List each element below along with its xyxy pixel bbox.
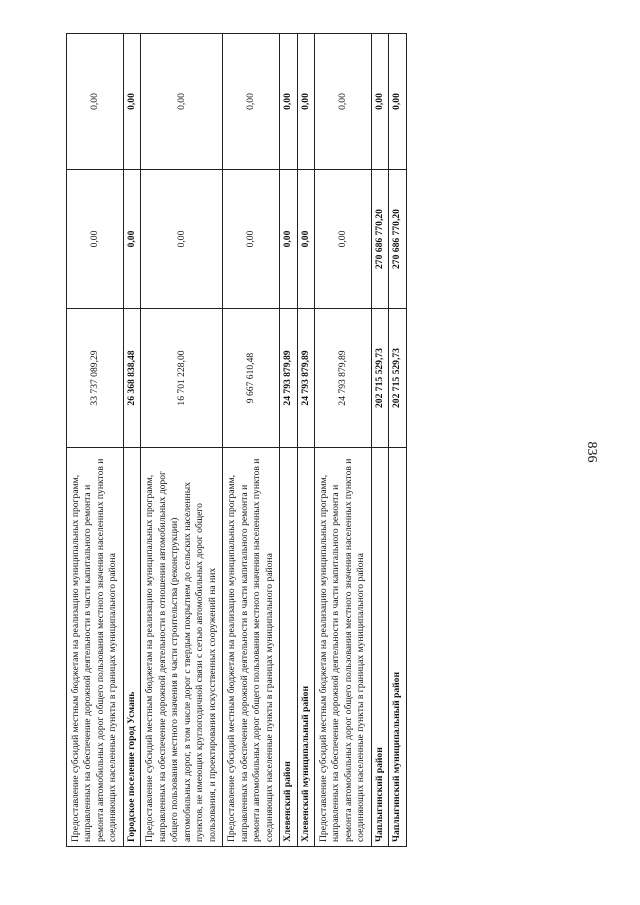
- row-name: Предоставление субсидий местным бюджетам на реализацию муниципальных программ, направленных на обеспечение дорожной деятельности в части капитального ремонта и ремонта автомобильных дорог общего пользования местного значения населенных пунктов и соединяющих населенные пункты в границах муниципального района: [314, 448, 371, 847]
- table-row: [371, 34, 388, 847]
- table-row: [280, 34, 297, 847]
- table-row: [123, 34, 140, 847]
- amount-1: 24 793 879,89: [314, 309, 371, 448]
- amount-1: 202 715 529,73: [389, 309, 406, 448]
- row-name: Городское поселение город Усмань: [123, 448, 140, 847]
- row-name: Чаплыгинский муниципальный район: [389, 448, 406, 847]
- amount-1: 24 793 879,89: [297, 309, 314, 448]
- row-name: Чаплыгинский район: [371, 448, 388, 847]
- amount-3: 0,00: [280, 34, 297, 170]
- amount-1: 16 701 228,00: [141, 309, 223, 448]
- page-number: 836: [584, 441, 599, 463]
- amount-1: 202 715 529,73: [371, 309, 388, 448]
- amount-2: 0,00: [297, 170, 314, 309]
- row-name: Предоставление субсидий местным бюджетам на реализацию муниципальных программ, направленных на обеспечение дорожной деятельности в части капитального ремонта и ремонта автомобильных дорог общего пользования местного значения населенных пунктов и соединяющих населенные пункты в границах муниципального района: [223, 448, 280, 847]
- amount-2: 0,00: [314, 170, 371, 309]
- amount-2: 0,00: [223, 170, 280, 309]
- amount-3: 0,00: [67, 34, 124, 170]
- amount-2: 270 686 770,20: [371, 170, 388, 309]
- table-row: [223, 34, 280, 847]
- row-name: Хлевенский район: [280, 448, 297, 847]
- amount-1: 33 737 089,29: [67, 309, 124, 448]
- amount-2: 270 686 770,20: [389, 170, 406, 309]
- amount-1: 9 667 610,48: [223, 309, 280, 448]
- table-row: [389, 34, 406, 847]
- amount-3: 0,00: [314, 34, 371, 170]
- amount-3: 0,00: [297, 34, 314, 170]
- amount-1: 24 793 879,89: [280, 309, 297, 448]
- amount-1: 26 368 838,48: [123, 309, 140, 448]
- table-row: [314, 34, 371, 847]
- amount-3: 0,00: [389, 34, 406, 170]
- amount-2: 0,00: [67, 170, 124, 309]
- table-row: [141, 34, 223, 847]
- row-name: Хлевенский муниципальный район: [297, 448, 314, 847]
- amount-3: 0,00: [223, 34, 280, 170]
- amount-2: 0,00: [141, 170, 223, 309]
- row-name: Предоставление субсидий местным бюджетам на реализацию муниципальных программ, направленных на обеспечение дорожной деятельности в части капитального ремонта и ремонта автомобильных дорог общего пользования местного значения населенных пунктов и соединяющих населенные пункты в границах муниципального района: [67, 448, 124, 847]
- table-row: [67, 34, 124, 847]
- amount-2: 0,00: [280, 170, 297, 309]
- budget-table: [66, 33, 407, 847]
- rotated-table-container: [66, 60, 530, 847]
- row-name: Предоставление субсидий местным бюджетам на реализацию муниципальных программ, направленных на обеспечение дорожной деятельности в отношении автомобильных дорог общего пользования местного значения в части строительства (реконструкции) автомобильных дорог, в том числе дорог с твердым покрытием до сельских населенных пунктов, не имеющих круглогодичной связи с сетью автомобильных дорог общего пользования, и проектирования искусственных сооружений на них: [141, 448, 223, 847]
- amount-3: 0,00: [371, 34, 388, 170]
- table-row: [297, 34, 314, 847]
- amount-2: 0,00: [123, 170, 140, 309]
- amount-3: 0,00: [123, 34, 140, 170]
- amount-3: 0,00: [141, 34, 223, 170]
